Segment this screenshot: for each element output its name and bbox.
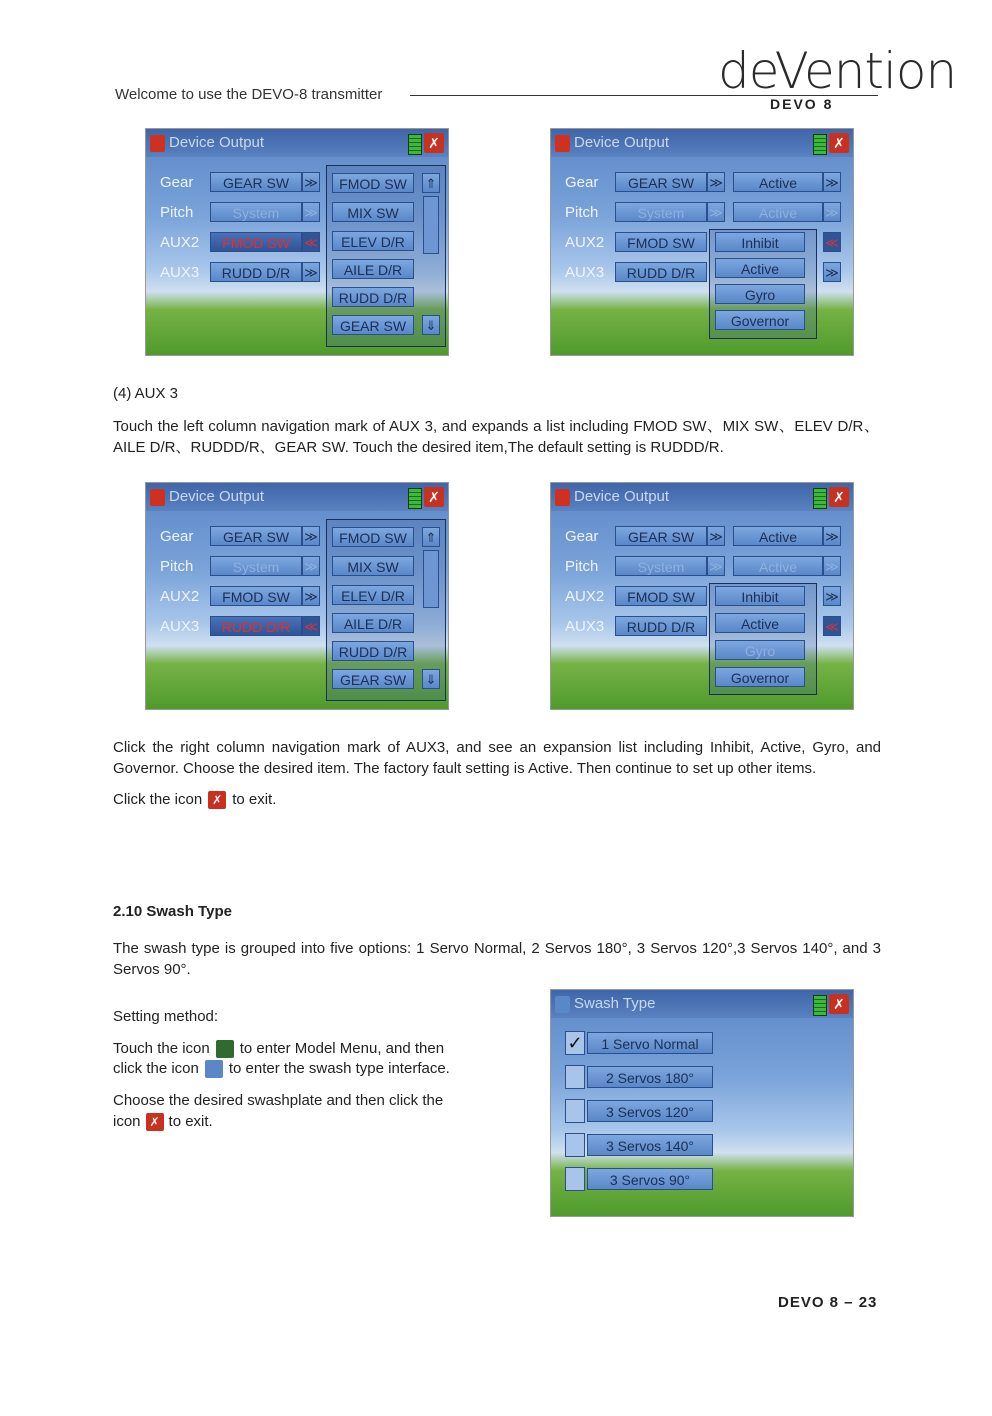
label-gear: Gear <box>160 528 194 545</box>
label-aux3: AUX3 <box>160 264 200 281</box>
gear-mode-arrow-icon[interactable]: ≫ <box>823 526 841 546</box>
click-after: to enter the swash type interface. <box>228 1060 450 1077</box>
exit-icon: ✗ <box>146 1113 164 1131</box>
label-pitch: Pitch <box>565 558 599 575</box>
option-governor[interactable]: Governor <box>715 310 805 330</box>
gear-mode-arrow-icon[interactable]: ≫ <box>823 172 841 192</box>
aux3-arrow-icon[interactable]: ≫ <box>302 262 320 282</box>
label-pitch: Pitch <box>160 204 194 221</box>
touch-after: to enter Model Menu, and then <box>239 1040 445 1057</box>
pitch-arrow-icon[interactable]: ≫ <box>302 556 320 576</box>
pitch-mode-arrow-icon[interactable]: ≫ <box>823 202 841 222</box>
pitch-value[interactable]: System <box>210 556 302 576</box>
label-aux2: AUX2 <box>160 234 200 251</box>
exit-icon[interactable]: ✗ <box>829 487 849 507</box>
pitch-value[interactable]: System <box>615 202 707 222</box>
option-gyro[interactable]: Gyro <box>715 284 805 304</box>
label-aux3: AUX3 <box>565 618 605 635</box>
exit-icon: ✗ <box>208 791 226 809</box>
page-number: DEVO 8 – 23 <box>778 1294 878 1311</box>
screen-aux3-switch-list <box>145 482 449 710</box>
aux2-mode-arrow-icon[interactable]: ≫ <box>823 586 841 606</box>
aux3-paragraph-1: Touch the left column navigation mark of AUX 3, and expands a list including FMOD SW、MIX SW、ELEV D/R、AILE D/R、RUDDD/R、GEAR SW. Touch the desired item,The default setting is RUDDD/R. <box>113 418 879 456</box>
click-line <box>113 1058 450 1079</box>
option-fmod-sw[interactable]: FMOD SW <box>332 527 414 547</box>
aux2-value[interactable]: FMOD SW <box>615 586 707 606</box>
aux3-mode-arrow-icon[interactable]: ≫ <box>823 262 841 282</box>
aux2-mode-arrow-icon[interactable]: ≪ <box>823 232 841 252</box>
option-gear-sw[interactable]: GEAR SW <box>332 669 414 689</box>
setting-method: Setting method: <box>113 1008 219 1025</box>
option-elev-dr[interactable]: ELEV D/R <box>332 585 414 605</box>
screen-aux3-mode-list <box>550 482 854 710</box>
option-active[interactable]: Active <box>715 258 805 278</box>
device-output-icon <box>555 489 570 506</box>
battery-icon <box>813 488 827 509</box>
pitch-mode-value[interactable]: Active <box>733 202 823 222</box>
gear-arrow-icon[interactable]: ≫ <box>707 526 725 546</box>
screen-swash-type <box>550 989 854 1217</box>
option-inhibit[interactable]: Inhibit <box>715 586 805 606</box>
choose-icon-text: icon <box>113 1113 141 1130</box>
battery-icon <box>408 488 422 509</box>
label-gear: Gear <box>565 528 599 545</box>
model-tag: DEVO 8 <box>770 96 834 112</box>
screen-aux2-mode-list <box>550 128 854 356</box>
scroll-up-icon[interactable]: ⇑ <box>422 173 440 193</box>
battery-icon <box>408 134 422 155</box>
exit-icon[interactable]: ✗ <box>829 994 849 1014</box>
option-elev-dr[interactable]: ELEV D/R <box>332 231 414 251</box>
swash-paragraph: The swash type is grouped into five options: 1 Servo Normal, 2 Servos 180°, 3 Servos 120°,3 Servos 140°, and 3 Servos 90°. <box>113 940 881 978</box>
screen-title: Device Output <box>574 134 670 151</box>
label-aux2: AUX2 <box>565 234 605 251</box>
screen-title: Device Output <box>169 134 265 151</box>
choose-after: to exit. <box>168 1113 213 1130</box>
gear-value[interactable]: GEAR SW <box>210 172 302 192</box>
device-output-icon <box>555 135 570 152</box>
checkbox-1-servo-normal[interactable]: ✓ <box>565 1031 585 1055</box>
gear-value[interactable]: GEAR SW <box>615 172 707 192</box>
option-inhibit[interactable]: Inhibit <box>715 232 805 252</box>
scroll-down-icon[interactable]: ⇓ <box>422 669 440 689</box>
option-3-servos-140[interactable]: 3 Servos 140° <box>587 1134 713 1156</box>
screen-title: Device Output <box>169 488 265 505</box>
gear-arrow-icon[interactable]: ≫ <box>302 172 320 192</box>
device-output-icon <box>150 489 165 506</box>
label-aux2: AUX2 <box>565 588 605 605</box>
aux3-value[interactable]: RUDD D/R <box>615 616 707 636</box>
option-aile-dr[interactable]: AILE D/R <box>332 259 414 279</box>
choose-exit-line <box>113 1111 213 1132</box>
exit-icon[interactable]: ✗ <box>829 133 849 153</box>
scroll-up-icon[interactable]: ⇑ <box>422 527 440 547</box>
aux3-value[interactable]: RUDD D/R <box>615 262 707 282</box>
pitch-value[interactable]: System <box>615 556 707 576</box>
label-aux3: AUX3 <box>160 618 200 635</box>
pitch-arrow-icon[interactable]: ≫ <box>302 202 320 222</box>
exit-icon[interactable]: ✗ <box>424 133 444 153</box>
option-gyro[interactable]: Gyro <box>715 640 805 660</box>
aux3-arrow-icon[interactable]: ≪ <box>302 616 320 636</box>
pitch-arrow-icon[interactable]: ≫ <box>707 202 725 222</box>
aux2-value[interactable]: FMOD SW <box>210 232 302 252</box>
pitch-value[interactable]: System <box>210 202 302 222</box>
gear-mode-value[interactable]: Active <box>733 172 823 192</box>
option-2-servos-180[interactable]: 2 Servos 180° <box>587 1066 713 1088</box>
label-pitch: Pitch <box>160 558 194 575</box>
label-aux2: AUX2 <box>160 588 200 605</box>
exit-text-before: Click the icon <box>113 791 203 808</box>
click-before: click the icon <box>113 1060 199 1077</box>
model-menu-icon <box>216 1040 234 1058</box>
label-pitch: Pitch <box>565 204 599 221</box>
gear-arrow-icon[interactable]: ≫ <box>302 526 320 546</box>
option-fmod-sw[interactable]: FMOD SW <box>332 173 414 193</box>
header-welcome: Welcome to use the DEVO-8 transmitter <box>115 86 383 103</box>
screen-aux2-switch-list <box>145 128 449 356</box>
option-3-servos-90[interactable]: 3 Servos 90° <box>587 1168 713 1190</box>
gear-value[interactable]: GEAR SW <box>615 526 707 546</box>
gear-value[interactable]: GEAR SW <box>210 526 302 546</box>
aux3-value[interactable]: RUDD D/R <box>210 616 302 636</box>
option-3-servos-120[interactable]: 3 Servos 120° <box>587 1100 713 1122</box>
swash-type-icon <box>555 996 570 1013</box>
checkbox-3-servos-90[interactable] <box>565 1167 585 1191</box>
option-mix-sw[interactable]: MIX SW <box>332 202 414 222</box>
screen-title: Device Output <box>574 488 670 505</box>
aux2-arrow-icon[interactable]: ≪ <box>302 232 320 252</box>
swash-type-icon <box>205 1060 223 1078</box>
option-rudd-dr[interactable]: RUDD D/R <box>332 287 414 307</box>
label-gear: Gear <box>160 174 194 191</box>
option-governor[interactable]: Governor <box>715 667 805 687</box>
pitch-mode-value[interactable]: Active <box>733 556 823 576</box>
touch-line <box>113 1038 444 1059</box>
aux3-heading: (4) AUX 3 <box>113 385 179 402</box>
choose-line: Choose the desired swashplate and then click the <box>113 1092 444 1109</box>
device-output-icon <box>150 135 165 152</box>
option-mix-sw[interactable]: MIX SW <box>332 556 414 576</box>
aux3-mode-arrow-icon[interactable]: ≪ <box>823 616 841 636</box>
exit-text-after: to exit. <box>232 791 277 808</box>
battery-icon <box>813 995 827 1016</box>
screen-title: Swash Type <box>574 995 656 1012</box>
touch-before: Touch the icon <box>113 1040 210 1057</box>
option-gear-sw[interactable]: GEAR SW <box>332 315 414 335</box>
checkbox-3-servos-140[interactable] <box>565 1133 585 1157</box>
scroll-down-icon[interactable]: ⇓ <box>422 315 440 335</box>
scrollbar-thumb[interactable] <box>423 196 439 254</box>
exit-icon[interactable]: ✗ <box>424 487 444 507</box>
aux3-value[interactable]: RUDD D/R <box>210 262 302 282</box>
pitch-arrow-icon[interactable]: ≫ <box>707 556 725 576</box>
option-rudd-dr[interactable]: RUDD D/R <box>332 641 414 661</box>
option-1-servo-normal[interactable]: 1 Servo Normal <box>587 1032 713 1054</box>
pitch-mode-arrow-icon[interactable]: ≫ <box>823 556 841 576</box>
aux2-arrow-icon[interactable]: ≫ <box>302 586 320 606</box>
aux2-value[interactable]: FMOD SW <box>615 232 707 252</box>
aux3-exit-line <box>113 789 276 810</box>
brand-logo: deVention <box>718 42 957 100</box>
scrollbar-thumb[interactable] <box>423 550 439 608</box>
option-aile-dr[interactable]: AILE D/R <box>332 613 414 633</box>
label-aux3: AUX3 <box>565 264 605 281</box>
aux3-paragraph-2: Click the right column navigation mark of AUX3, and see an expansion list including Inhibit, Active, Gyro, and Governor. Choose the desired item. The factory fault setting is Active. Then continue to set up other items. <box>113 739 881 777</box>
aux2-value[interactable]: FMOD SW <box>210 586 302 606</box>
battery-icon <box>813 134 827 155</box>
option-active[interactable]: Active <box>715 613 805 633</box>
checkbox-2-servos-180[interactable] <box>565 1065 585 1089</box>
label-gear: Gear <box>565 174 599 191</box>
gear-mode-value[interactable]: Active <box>733 526 823 546</box>
gear-arrow-icon[interactable]: ≫ <box>707 172 725 192</box>
swash-heading: 2.10 Swash Type <box>113 903 232 920</box>
checkbox-3-servos-120[interactable] <box>565 1099 585 1123</box>
